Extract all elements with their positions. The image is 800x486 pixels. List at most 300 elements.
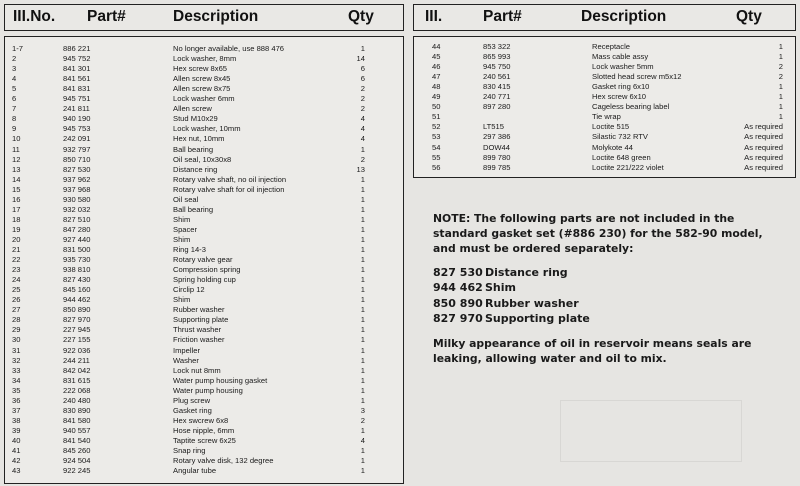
item-part-number: 827 530 <box>433 266 483 279</box>
cell-qty: 1 <box>778 82 783 92</box>
cell-part-number: 841 561 <box>63 74 91 84</box>
cell-part-number: 841 831 <box>63 84 91 94</box>
cell-description: Rotary valve shaft for oil injection <box>173 184 285 194</box>
table-row <box>5 305 403 315</box>
table-row <box>414 122 795 132</box>
cell-description: Lock washer 6mm <box>173 94 235 104</box>
cell-qty: 13 <box>356 164 365 174</box>
cell-qty: 1 <box>778 52 783 62</box>
table-row <box>5 416 403 426</box>
table-row <box>414 143 795 153</box>
cell-ill-no: 34 <box>12 375 21 385</box>
table-row <box>414 42 795 52</box>
cell-ill-no: 44 <box>432 42 441 51</box>
table-row <box>5 295 403 305</box>
cell-part-number: 899 785 <box>483 162 511 172</box>
cell-qty: 1 <box>360 385 365 395</box>
cell-description: Thrust washer <box>173 325 222 335</box>
cell-part-number: 242 091 <box>63 134 91 144</box>
cell-ill-no: 25 <box>12 285 21 295</box>
cell-description: Gasket ring 6x10 <box>592 82 650 92</box>
cell-description: Hex nut, 10mm <box>173 134 225 144</box>
cell-ill-no: 47 <box>432 72 441 82</box>
table-row <box>414 52 795 62</box>
table-row <box>5 215 403 225</box>
cell-ill-no: 26 <box>12 295 21 305</box>
cell-description: Water pump housing gasket <box>173 375 268 385</box>
cell-part-number: 845 160 <box>63 285 91 295</box>
cell-description: Loctite 515 <box>592 122 630 132</box>
table-row <box>5 275 403 285</box>
cell-ill-no: 42 <box>12 456 21 466</box>
cell-ill-no: 46 <box>432 62 441 72</box>
cell-qty: 1 <box>360 456 365 466</box>
cell-qty: 1 <box>360 255 365 265</box>
cell-description: Shim <box>173 214 191 224</box>
cell-part-number: 938 810 <box>63 265 91 275</box>
cell-description: Lock washer, 8mm <box>173 54 237 64</box>
cell-part-number: 827 530 <box>63 164 91 174</box>
table-row <box>5 406 403 416</box>
table-row <box>414 102 795 112</box>
cell-part-number: 944 462 <box>63 295 91 305</box>
cell-qty: 3 <box>360 405 365 415</box>
cell-part-number: 899 780 <box>483 152 511 162</box>
cell-description: Oil seal <box>173 194 199 204</box>
cell-ill-no: 56 <box>432 162 441 172</box>
cell-qty: 4 <box>360 114 365 124</box>
cell-part-number: 922 036 <box>63 345 91 355</box>
cell-part-number: 842 042 <box>63 365 91 375</box>
cell-ill-no: 9 <box>12 124 17 134</box>
cell-description: Circlip 12 <box>173 285 205 295</box>
cell-part-number: 241 811 <box>63 104 90 114</box>
cell-qty: As required <box>744 122 783 132</box>
cell-ill-no: 27 <box>12 305 21 315</box>
cell-ill-no: 3 <box>12 64 17 74</box>
cell-description: Impeller <box>173 345 201 355</box>
cell-part-number: 841 540 <box>63 435 91 445</box>
cell-part-number: 827 430 <box>63 275 91 285</box>
cell-qty: 14 <box>356 54 365 64</box>
table-row <box>5 205 403 215</box>
cell-description: Rubber washer <box>173 305 225 315</box>
cell-ill-no: 6 <box>12 94 17 104</box>
cell-ill-no: 11 <box>12 144 20 154</box>
cell-part-number: 841 580 <box>63 415 91 425</box>
cell-description: Shim <box>173 234 191 244</box>
milky-oil-warning: Milky appearance of oil in reservoir means seals are leaking, allowing water and oil to mix. <box>433 337 752 365</box>
cell-ill-no: 41 <box>12 446 21 455</box>
cell-description: Ball bearing <box>173 144 214 154</box>
right-table-header <box>413 4 796 31</box>
cell-ill-no: 10 <box>12 134 21 144</box>
list-item <box>433 265 590 280</box>
cell-description: Hex screw 6x10 <box>592 92 647 102</box>
cell-description: Lock nut 8mm <box>173 365 221 375</box>
cell-part-number: 924 504 <box>63 456 91 466</box>
cell-part-number: DOW44 <box>483 142 511 152</box>
table-row <box>5 335 403 345</box>
cell-part-number: 244 211 <box>63 355 90 365</box>
table-row <box>5 134 403 144</box>
table-row <box>5 64 403 74</box>
table-row <box>414 153 795 163</box>
cell-description: Washer <box>173 355 199 365</box>
cell-description: Ball bearing <box>173 204 214 214</box>
cell-qty: As required <box>744 132 783 142</box>
table-row <box>5 84 403 94</box>
header-description: Description <box>173 8 259 25</box>
cell-description: Hex screw 8x65 <box>173 64 228 74</box>
table-row <box>5 426 403 436</box>
item-part-number: 827 970 <box>433 312 483 326</box>
table-row <box>5 225 403 235</box>
cell-part-number: 937 962 <box>63 174 91 184</box>
cell-ill-no: 1-7 <box>12 44 23 53</box>
cell-description: Receptacle <box>592 42 630 51</box>
cell-ill-no: 54 <box>432 142 441 152</box>
cell-description: Spring holding cup <box>173 275 236 285</box>
cell-qty: As required <box>744 162 783 172</box>
cell-part-number: 927 440 <box>63 234 91 244</box>
cell-part-number: 886 221 <box>63 44 91 53</box>
cell-qty: 1 <box>360 446 365 455</box>
cell-qty: 2 <box>360 94 365 104</box>
cell-ill-no: 23 <box>12 265 21 275</box>
table-row <box>5 315 403 325</box>
cell-description: Stud M10x29 <box>173 114 218 124</box>
cell-ill-no: 30 <box>12 335 21 345</box>
cell-ill-no: 39 <box>12 425 21 435</box>
list-item <box>433 311 590 326</box>
table-row <box>5 376 403 386</box>
cell-qty: 1 <box>360 425 365 435</box>
cell-description: Lock washer, 10mm <box>173 124 241 134</box>
cell-part-number: 827 970 <box>63 315 91 325</box>
table-row <box>414 92 795 102</box>
cell-part-number: 827 510 <box>63 214 91 224</box>
cell-description: Molykote 44 <box>592 142 633 152</box>
cell-ill-no: 48 <box>432 82 441 92</box>
table-row <box>5 124 403 134</box>
cell-ill-no: 7 <box>12 104 17 114</box>
table-row <box>5 366 403 376</box>
cell-description: Shim <box>173 295 191 305</box>
table-row <box>414 82 795 92</box>
cell-ill-no: 36 <box>12 395 21 405</box>
cell-qty: 1 <box>360 234 365 244</box>
table-row <box>5 114 403 124</box>
cell-qty: 1 <box>360 204 365 214</box>
cell-qty: 4 <box>360 134 365 144</box>
cell-part-number: 865 993 <box>483 52 511 62</box>
cell-description: Spacer <box>173 224 198 234</box>
table-row <box>5 54 403 64</box>
header-part-number: Part# <box>87 8 126 25</box>
cell-part-number: 853 322 <box>483 42 511 51</box>
cell-qty: 1 <box>360 265 365 275</box>
table-row <box>5 466 403 476</box>
cell-part-number: 937 968 <box>63 184 91 194</box>
cell-description: Plug screw <box>173 395 211 405</box>
cell-qty: 1 <box>360 275 365 285</box>
cell-ill-no: 31 <box>12 345 21 355</box>
cell-qty: 1 <box>360 466 365 476</box>
cell-qty: 2 <box>360 154 365 164</box>
cell-qty: 1 <box>360 325 365 335</box>
table-row <box>414 132 795 142</box>
table-row <box>414 112 795 122</box>
gasket-set-note: NOTE: The following parts are not included in the standard gasket set (#886 230) for the 582-90 model, and must be ordered separately: <box>433 212 763 255</box>
header-ill-no: III. <box>425 8 443 25</box>
cell-part-number: 932 032 <box>63 204 91 214</box>
cell-part-number: 240 480 <box>63 395 91 405</box>
cell-ill-no: 24 <box>12 275 21 285</box>
table-row <box>5 396 403 406</box>
cell-description: Cageless bearing label <box>592 102 670 112</box>
table-row <box>5 104 403 114</box>
table-row <box>5 175 403 185</box>
cell-ill-no: 22 <box>12 255 21 265</box>
cell-description: Friction washer <box>173 335 225 345</box>
cell-part-number: 850 890 <box>63 305 91 315</box>
left-table-header <box>4 4 404 31</box>
cell-description: Rotary valve disk, 132 degree <box>173 456 274 466</box>
cell-part-number: LT515 <box>483 122 504 132</box>
cell-part-number: 227 155 <box>63 335 91 345</box>
cell-qty: 1 <box>360 194 365 204</box>
cell-ill-no: 15 <box>12 184 21 194</box>
cell-ill-no: 20 <box>12 234 21 244</box>
header-qty: Qty <box>736 8 762 25</box>
table-row <box>5 346 403 356</box>
cell-ill-no: 55 <box>432 152 441 162</box>
cell-description: Oil seal, 10x30x8 <box>173 154 232 164</box>
list-item <box>433 296 590 311</box>
cell-qty: 1 <box>360 174 365 184</box>
cell-qty: 1 <box>778 42 783 51</box>
cell-part-number: 940 190 <box>63 114 91 124</box>
header-qty: Qty <box>348 8 374 25</box>
cell-part-number: 945 750 <box>483 62 511 72</box>
cell-part-number: 845 260 <box>63 446 91 455</box>
cell-qty: 1 <box>360 375 365 385</box>
cell-description: Water pump housing <box>173 385 243 395</box>
cell-part-number: 922 245 <box>63 466 91 476</box>
cell-qty: 1 <box>360 295 365 305</box>
cell-description: Hose nipple, 6mm <box>173 425 235 435</box>
table-row <box>5 265 403 275</box>
cell-qty: 1 <box>360 285 365 295</box>
cell-description: Supporting plate <box>173 315 229 325</box>
table-row <box>5 386 403 396</box>
cell-ill-no: 4 <box>12 74 17 84</box>
table-row <box>5 255 403 265</box>
cell-qty: 1 <box>360 305 365 315</box>
cell-qty: As required <box>744 142 783 152</box>
scan-artifact <box>560 400 742 462</box>
cell-part-number: 945 752 <box>63 54 91 64</box>
cell-qty: 1 <box>360 355 365 365</box>
table-row <box>5 325 403 335</box>
cell-description: Tie wrap <box>592 112 621 122</box>
cell-ill-no: 13 <box>12 164 21 174</box>
table-row <box>5 94 403 104</box>
header-ill-no: III.No. <box>13 8 56 25</box>
item-description: Distance ring <box>485 266 568 279</box>
item-part-number: 850 890 <box>433 296 483 310</box>
item-description: Rubber washer <box>485 296 579 310</box>
cell-description: Rotary valve gear <box>173 255 233 265</box>
table-row <box>5 235 403 245</box>
cell-description: Hex swcrew 6x8 <box>173 415 229 425</box>
cell-part-number: 831 500 <box>63 245 91 254</box>
cell-part-number: 945 751 <box>63 94 91 104</box>
cell-part-number: 940 557 <box>63 425 91 435</box>
cell-ill-no: 40 <box>12 435 21 445</box>
table-row <box>5 245 403 255</box>
cell-ill-no: 17 <box>12 204 21 214</box>
item-part-number: 944 462 <box>433 281 483 295</box>
cell-ill-no: 21 <box>12 245 21 254</box>
cell-description: Rotary valve shaft, no oil injection <box>173 174 287 184</box>
item-description: Supporting plate <box>485 312 590 326</box>
cell-description: Angular tube <box>173 466 217 476</box>
header-part-number: Part# <box>483 8 522 25</box>
cell-ill-no: 28 <box>12 315 21 325</box>
table-row <box>5 74 403 84</box>
cell-part-number: 897 280 <box>483 102 511 112</box>
cell-description: Ring 14-3 <box>173 245 206 254</box>
cell-qty: 1 <box>360 365 365 375</box>
cell-qty: 1 <box>360 184 365 194</box>
cell-ill-no: 37 <box>12 405 21 415</box>
cell-description: Allen screw <box>173 104 212 114</box>
cell-ill-no: 5 <box>12 84 17 94</box>
cell-ill-no: 12 <box>12 154 21 164</box>
table-row <box>5 185 403 195</box>
cell-part-number: 930 580 <box>63 194 91 204</box>
cell-description: Gasket ring <box>173 405 212 415</box>
table-row <box>414 72 795 82</box>
cell-part-number: 932 797 <box>63 144 91 154</box>
cell-qty: 2 <box>360 84 365 94</box>
cell-ill-no: 35 <box>12 385 21 395</box>
cell-qty: 2 <box>360 415 365 425</box>
cell-part-number: 830 415 <box>483 82 511 92</box>
table-row <box>414 62 795 72</box>
cell-ill-no: 49 <box>432 92 441 102</box>
cell-qty: 1 <box>360 395 365 405</box>
cell-part-number: 850 710 <box>63 154 91 164</box>
cell-qty: 1 <box>360 144 365 154</box>
cell-ill-no: 14 <box>12 174 21 184</box>
right-parts-table <box>413 36 796 178</box>
cell-qty: 1 <box>360 345 365 355</box>
cell-ill-no: 45 <box>432 52 441 62</box>
table-row <box>5 195 403 205</box>
cell-description: Mass cable assy <box>592 52 649 62</box>
cell-ill-no: 51 <box>432 112 441 122</box>
cell-ill-no: 2 <box>12 54 17 64</box>
cell-qty: 1 <box>360 214 365 224</box>
cell-ill-no: 50 <box>432 102 441 112</box>
cell-ill-no: 38 <box>12 415 21 425</box>
table-row <box>5 165 403 175</box>
cell-qty: 1 <box>360 44 365 53</box>
cell-qty: 1 <box>778 112 783 122</box>
cell-description: Loctite 648 green <box>592 152 651 162</box>
cell-description: Slotted head screw m5x12 <box>592 72 682 82</box>
cell-part-number: 945 753 <box>63 124 91 134</box>
cell-description: Snap ring <box>173 446 206 455</box>
cell-part-number: 841 301 <box>63 64 91 74</box>
cell-qty: 6 <box>360 74 365 84</box>
cell-part-number: 222 068 <box>63 385 91 395</box>
cell-qty: 1 <box>360 224 365 234</box>
table-row <box>5 145 403 155</box>
separate-parts-list <box>433 265 590 327</box>
cell-part-number: 240 561 <box>483 72 511 82</box>
list-item <box>433 280 590 295</box>
table-row <box>5 456 403 466</box>
table-row <box>5 436 403 446</box>
cell-part-number: 830 890 <box>63 405 91 415</box>
cell-description: Distance ring <box>173 164 218 174</box>
cell-description: Loctite 221/222 violet <box>592 162 664 172</box>
cell-qty: 1 <box>360 245 365 254</box>
cell-qty: 4 <box>360 435 365 445</box>
cell-qty: 4 <box>360 124 365 134</box>
cell-ill-no: 16 <box>12 194 21 204</box>
cell-qty: 1 <box>360 335 365 345</box>
cell-part-number: 847 280 <box>63 224 91 234</box>
cell-description: Allen screw 8x75 <box>173 84 231 94</box>
cell-ill-no: 33 <box>12 365 21 375</box>
cell-part-number: 831 615 <box>63 375 91 385</box>
cell-ill-no: 52 <box>432 122 441 132</box>
cell-ill-no: 43 <box>12 466 21 476</box>
cell-part-number: 240 771 <box>483 92 511 102</box>
cell-ill-no: 53 <box>432 132 441 142</box>
cell-qty: 1 <box>778 102 783 112</box>
cell-ill-no: 18 <box>12 214 21 224</box>
cell-qty: 1 <box>360 315 365 325</box>
table-row <box>5 446 403 456</box>
header-description: Description <box>581 8 667 25</box>
cell-part-number: 935 730 <box>63 255 91 265</box>
cell-qty: 2 <box>778 62 783 72</box>
cell-qty: 2 <box>778 72 783 82</box>
cell-description: Allen screw 8x45 <box>173 74 231 84</box>
table-row <box>5 356 403 366</box>
cell-qty: As required <box>744 152 783 162</box>
cell-ill-no: 19 <box>12 224 21 234</box>
cell-description: Taptite screw 6x25 <box>173 435 236 445</box>
table-row <box>5 155 403 165</box>
item-description: Shim <box>485 281 516 295</box>
cell-description: Silastic 732 RTV <box>592 132 648 142</box>
cell-description: Compression spring <box>173 265 241 275</box>
cell-part-number: 227 945 <box>63 325 91 335</box>
cell-qty: 6 <box>360 64 365 74</box>
cell-ill-no: 32 <box>12 355 21 365</box>
table-row <box>414 163 795 173</box>
cell-part-number: 297 386 <box>483 132 511 142</box>
cell-description: No longer available, use 888 476 <box>173 44 285 53</box>
cell-qty: 2 <box>360 104 365 114</box>
